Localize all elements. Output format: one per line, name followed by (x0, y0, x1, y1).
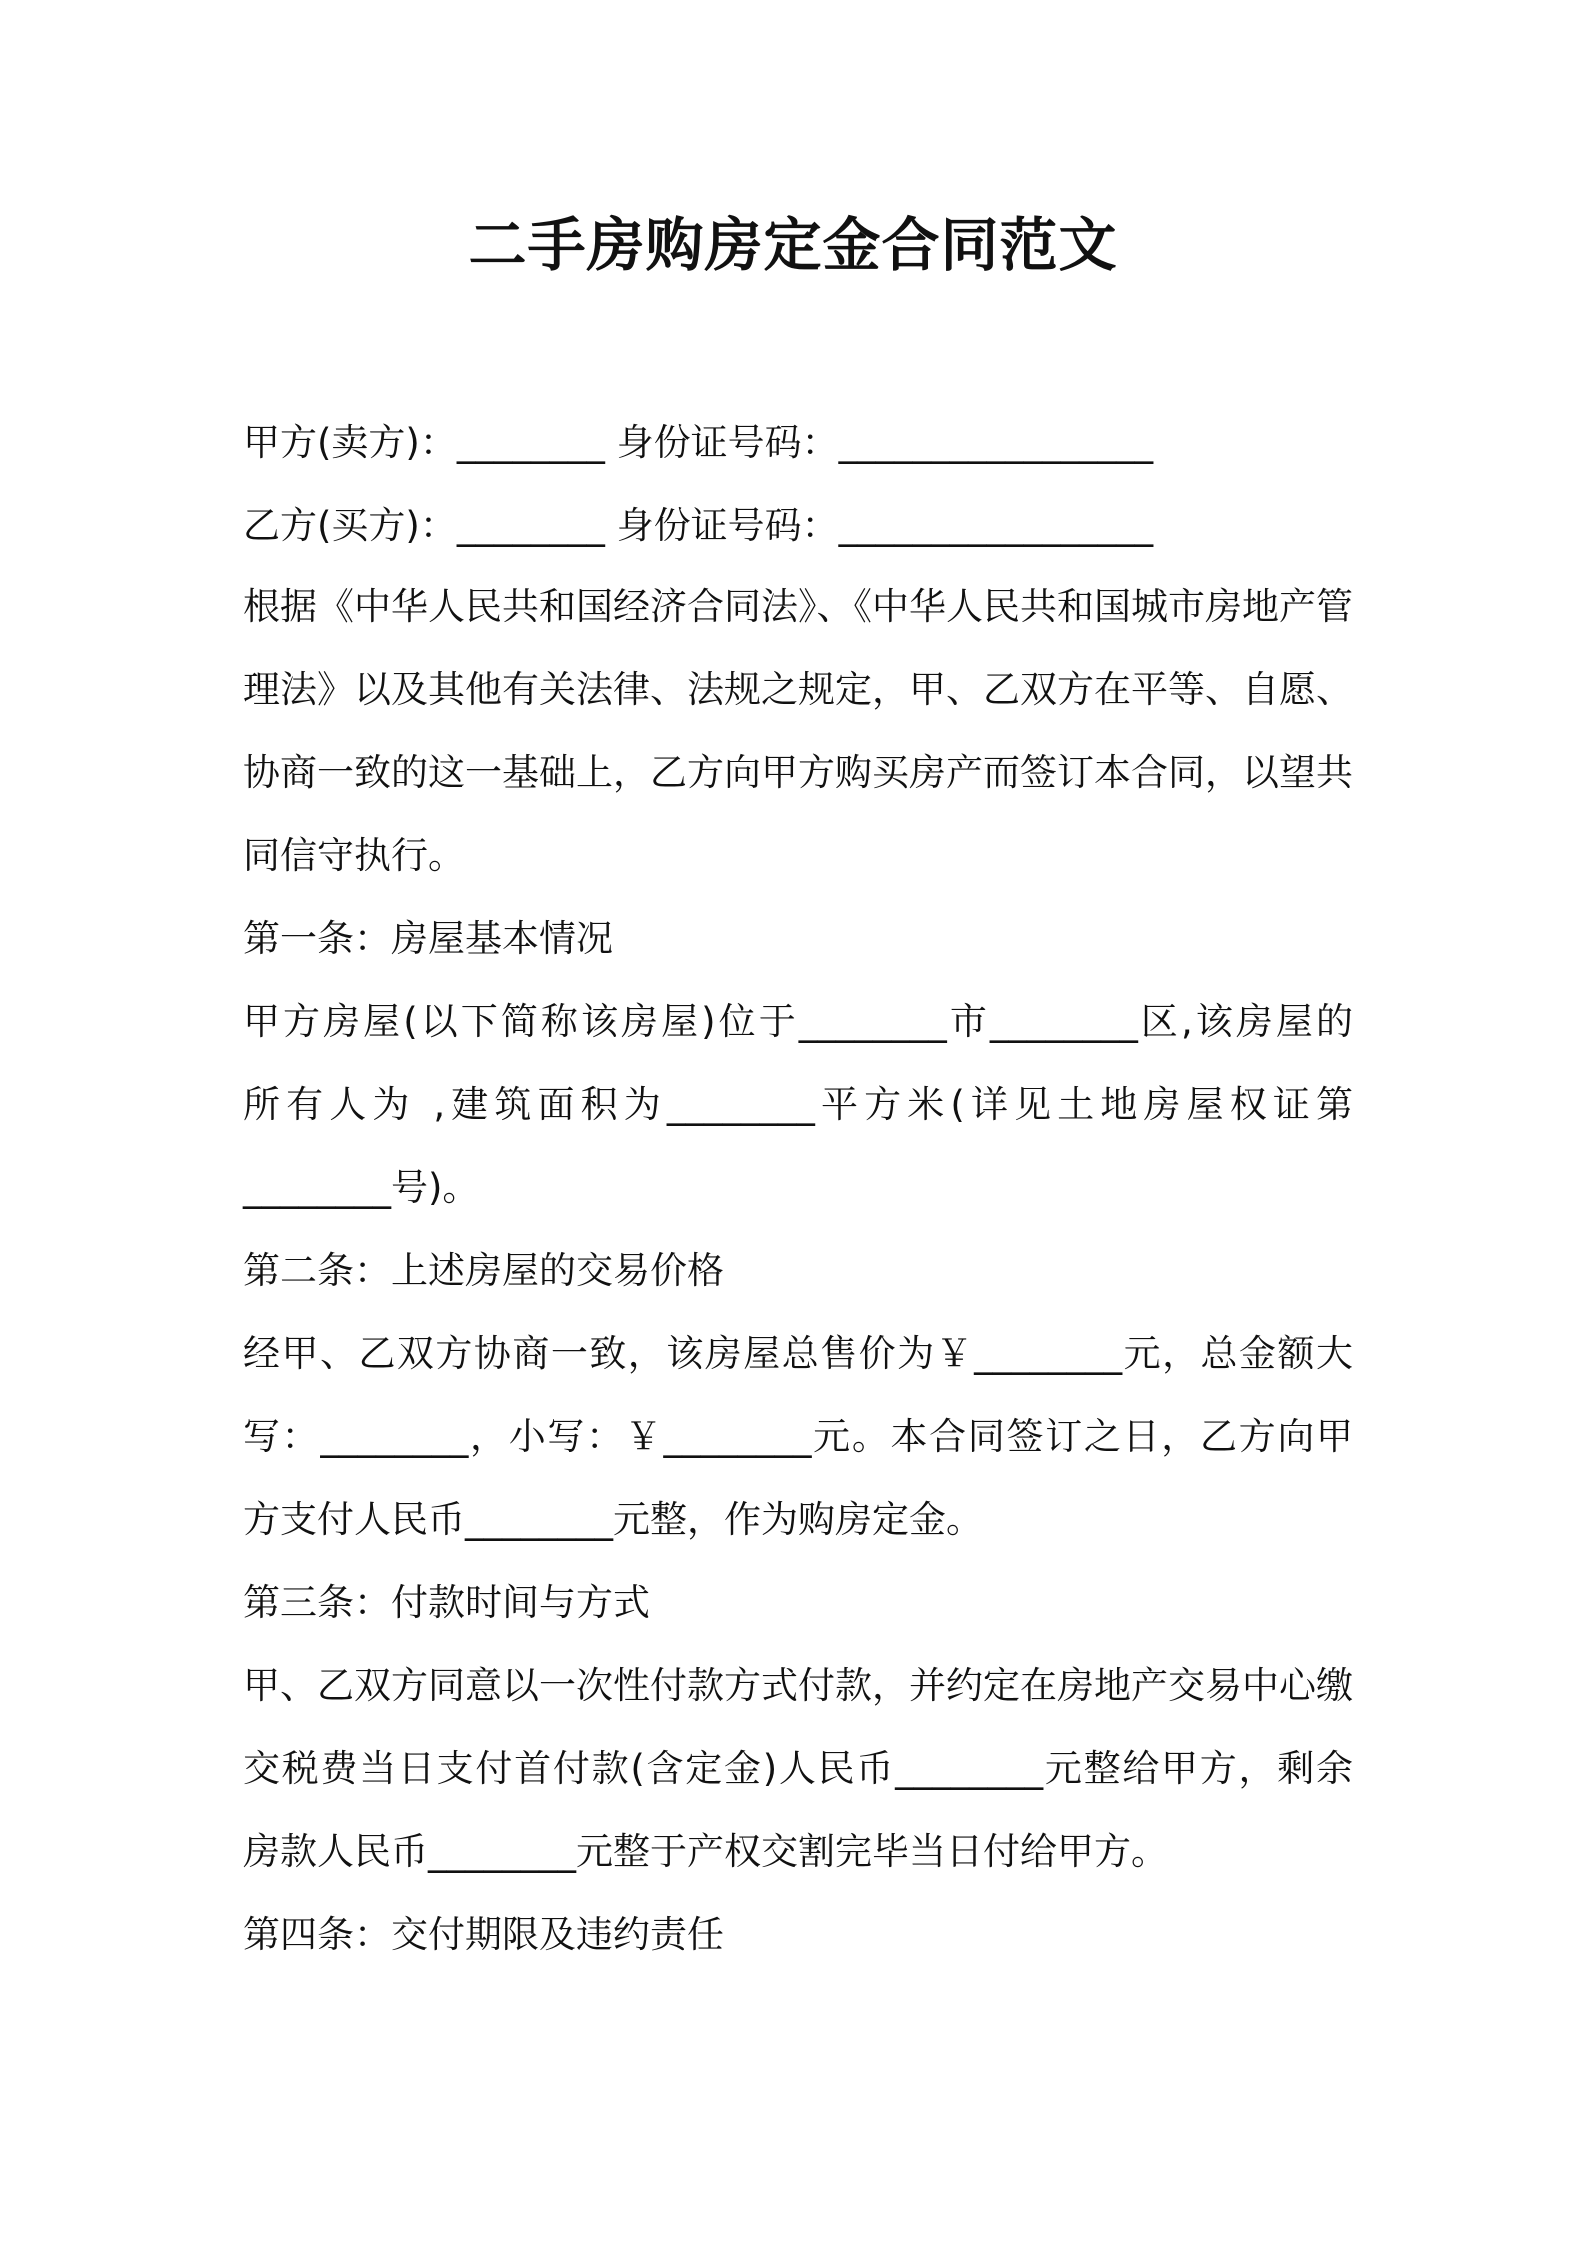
article-2-line-2: 写：________，小写：￥________元。本合同签订之日，乙方向甲 (243, 1415, 1353, 1458)
article-2-line-3: 方支付人民币________元整，作为购房定金。 (243, 1498, 983, 1541)
article-2-line-1: 经甲、乙双方协商一致，该房屋总售价为￥________元，总金额大 (243, 1332, 1353, 1375)
party-b-line: 乙方(买方)：________ 身份证号码：_________________ (243, 504, 1154, 547)
party-a-line: 甲方(卖方)：________ 身份证号码：_________________ (243, 421, 1154, 464)
article-3-line-3: 房款人民币________元整于产权交割完毕当日付给甲方。 (243, 1830, 1168, 1873)
document-title: 二手房购房定金合同范文 (468, 211, 1118, 279)
article-1-line-3: ________号)。 (243, 1166, 480, 1209)
preamble-line-1: 根据《中华人民共和国经济合同法》、《中华人民共和国城市房地产管 (243, 585, 1353, 628)
preamble-line-3: 协商一致的这一基础上，乙方向甲方购买房产而签订本合同，以望共 (243, 751, 1353, 794)
article-2-heading: 第二条：上述房屋的交易价格 (243, 1249, 724, 1292)
article-3-heading: 第三条：付款时间与方式 (243, 1581, 650, 1624)
preamble-line-4: 同信守执行。 (243, 834, 465, 877)
article-1-heading: 第一条：房屋基本情况 (243, 917, 613, 960)
preamble-line-2: 理法》以及其他有关法律、法规之规定，甲、乙双方在平等、自愿、 (243, 668, 1353, 711)
article-4-heading: 第四条：交付期限及违约责任 (243, 1913, 724, 1956)
article-3-line-2: 交税费当日支付首付款(含定金)人民币________元整给甲方，剩余 (243, 1747, 1353, 1790)
article-3-line-1: 甲、乙双方同意以一次性付款方式付款，并约定在房地产交易中心缴 (243, 1664, 1353, 1707)
article-1-line-1: 甲方房屋(以下简称该房屋)位于________市________区,该房屋的 (243, 1000, 1353, 1043)
article-1-line-2: 所有人为 ,建筑面积为________平方米(详见土地房屋权证第 (243, 1083, 1353, 1126)
